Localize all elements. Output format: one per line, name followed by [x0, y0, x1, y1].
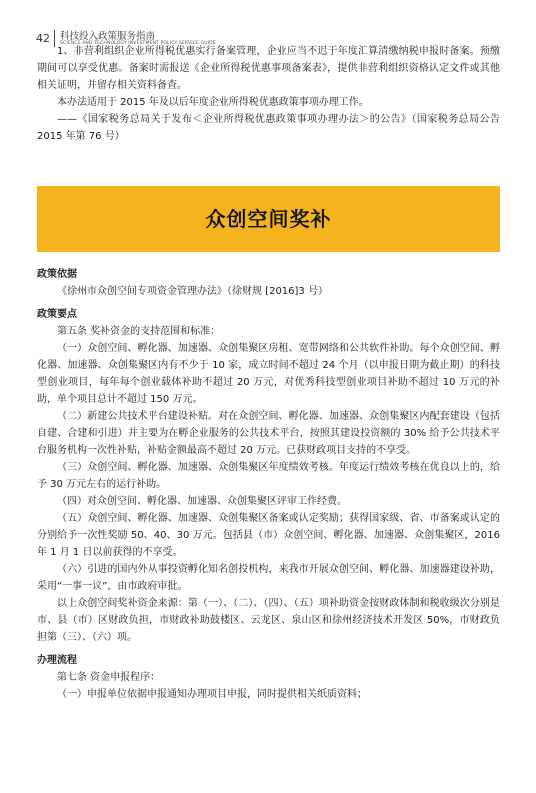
policy-point-item: （三）众创空间、孵化器、加速器、众创集聚区年度绩效考核。年度运行绩效考核在优良以上的，给予 30 万元左右的运行补助。 — [37, 462, 500, 490]
policy-basis-text: 《徐州市众创空间专项资金管理办法》（徐财规 [2016]3 号） — [57, 286, 328, 297]
process-item: 第七条 资金申报程序： — [57, 672, 161, 683]
running-subtitle: SCIENCE AND TECHNOLOGY INVESTMENT POLICY SERVICE GUIDE — [60, 41, 216, 46]
policy-point-item: 第五条 奖补资金的支持范围和标准： — [57, 326, 221, 337]
heading-policy-points: 政策要点 — [37, 309, 77, 320]
section-title: 众创空间奖补 — [205, 207, 332, 231]
policy-point-item: （四）对众创空间、孵化器、加速器、众创集聚区评审工作经费。 — [57, 496, 347, 507]
body-text-block — [37, 266, 500, 703]
policy-point-item: （五）众创空间、孵化器、加速器、众创集聚区备案或认定奖励；获得国家级、省、市备案或认定的分别给予一次性奖励 50、40、30 万元。包括县（市）众创空间、孵化器、加速器、众创集聚区，2016 年 1 月 1 日以前获得的不享受。 — [37, 513, 500, 558]
policy-point-item: （六）引进的国内外从事投资孵化知名创投机构，来我市开展众创空间、孵化器、加速器建设补助，采用“一事一议”，由市政府审批。 — [37, 564, 500, 592]
page-number: 42 — [36, 32, 50, 45]
paragraph-applicability: 本办法适用于 2015 年及以后年度企业所得税优惠政策事项办理工作。 — [57, 97, 369, 108]
section-banner — [37, 186, 500, 252]
paragraph-nonprofit-filing: 1、非营利组织企业所得税优惠实行备案管理，企业应当不迟于年度汇算清缴纳税申报时备案。预缴期间可以享受优惠。备案时需报送《企业所得税优惠事项备案表》，提供非营利组织资格认定文件或其他相关证明，并留存相关资料备查。 — [37, 46, 500, 91]
policy-point-item: （二）新建公共技术平台建设补贴。对在众创空间、孵化器、加速器、众创集聚区内配套建设（包括自建、合建和引进）并主要为在孵企业服务的公共技术平台，按照其建设投资额的 30% 给予公共技术平台服务机构一次性补贴，补贴金额最高不超过 20 万元。已获财政项目支持的不享受。 — [37, 411, 500, 456]
top-text-block — [37, 43, 500, 145]
heading-policy-basis: 政策依据 — [37, 269, 77, 280]
policy-point-item: （一）众创空间、孵化器、加速器、众创集聚区房租、宽带网络和公共软件补助。每个众创空间、孵化器、加速器、众创集聚区内有不少于 10 家，成立时间不超过 24 个月（以申报日期为截止期）的科技型创业项目，每年每个创业载体补助不超过 20 万元，对优秀科技型创业项目补助不超过 10 万元的补助，单个项目总计不超过 150 万元。 — [37, 343, 500, 405]
heading-process: 办理流程 — [37, 655, 77, 666]
process-item: （一）申报单位依据申报通知办理项目申报，同时提供相关纸质资料； — [57, 689, 367, 700]
running-title: 科技投入政策服务指南 — [60, 31, 156, 42]
policy-point-item: 以上众创空间奖补资金来源：第（一）、（二）、（四）、（五）项补助资金按财政体制和税收级次分别是市、县（市）区财政负担，市财政补助鼓楼区、云龙区、泉山区和徐州经济技术开发区 50%，市财政负担第（三）、（六）项。 — [37, 598, 500, 643]
paragraph-source-citation: ——《国家税务总局关于发布＜企业所得税优惠政策事项办理办法＞的公告》（国家税务总局公告 2015 年第 76 号） — [37, 114, 500, 142]
